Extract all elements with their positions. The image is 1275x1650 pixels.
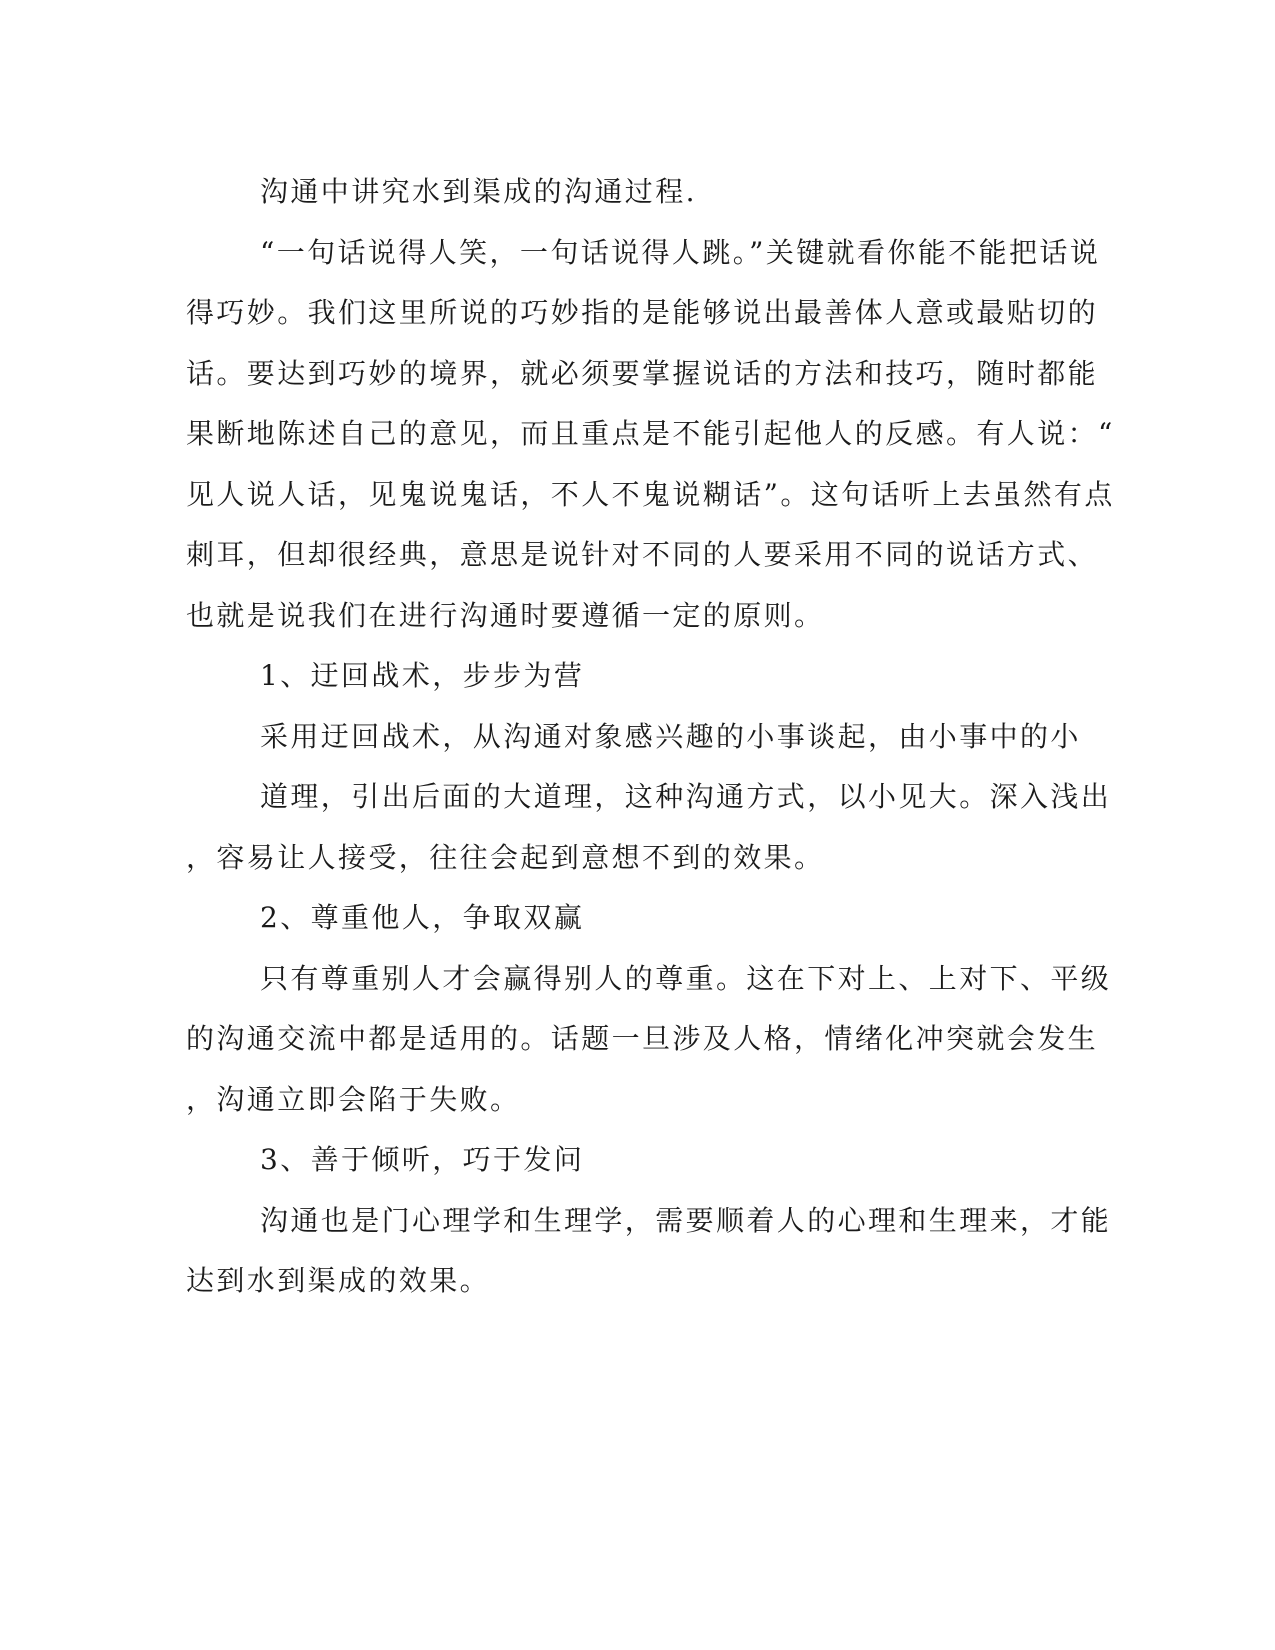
- text-line: 达到水到渠成的效果。: [186, 1264, 491, 1297]
- text-line: ，容易让人接受，往往会起到意想不到的效果。: [186, 840, 825, 874]
- text-line: 话。要达到巧妙的境界，就必须要掌握说话的方法和技巧，随时都能: [186, 356, 1099, 390]
- text-line: 2、尊重他人，争取双赢: [260, 901, 585, 934]
- body-text: [186, 162, 1115, 1312]
- text-line: 见人说人话，见鬼说鬼话，不人不鬼说糊话”。这句话听上去虽然有点: [186, 477, 1115, 511]
- text-line: 3、善于倾听，巧于发问: [260, 1143, 585, 1176]
- text-line: ，沟通立即会陷于失败。: [186, 1082, 521, 1116]
- text-line: 的沟通交流中都是适用的。话题一旦涉及人格，情绪化冲突就会发生: [186, 1022, 1099, 1055]
- text-line: 也就是说我们在进行沟通时要遵循一定的原则。: [186, 598, 825, 632]
- text-line: 刺耳，但却很经典，意思是说针对不同的人要采用不同的说话方式、: [186, 538, 1099, 571]
- text-line: 道理，引出后面的大道理，这种沟通方式，以小见大。深入浅出: [260, 780, 1112, 813]
- text-line: 1、迂回战术，步步为营: [260, 659, 585, 692]
- text-line: “一句话说得人笑，一句话说得人跳。”关键就看你能不能把话说: [260, 235, 1101, 269]
- text-line: 只有尊重别人才会赢得别人的尊重。这在下对上、上对下、平级: [260, 961, 1112, 995]
- text-line: 沟通也是门心理学和生理学，需要顺着人的心理和生理来，才能: [260, 1203, 1112, 1237]
- text-line: 得巧妙。我们这里所说的巧妙指的是能够说出最善体人意或最贴切的: [186, 296, 1099, 329]
- text-line: 采用迂回战术，从沟通对象感兴趣的小事谈起，由小事中的小: [260, 719, 1081, 753]
- text-line: 果断地陈述自己的意见，而且重点是不能引起他人的反感。有人说：“: [186, 417, 1115, 450]
- text-line: 沟通中讲究水到渠成的沟通过程.: [260, 175, 697, 208]
